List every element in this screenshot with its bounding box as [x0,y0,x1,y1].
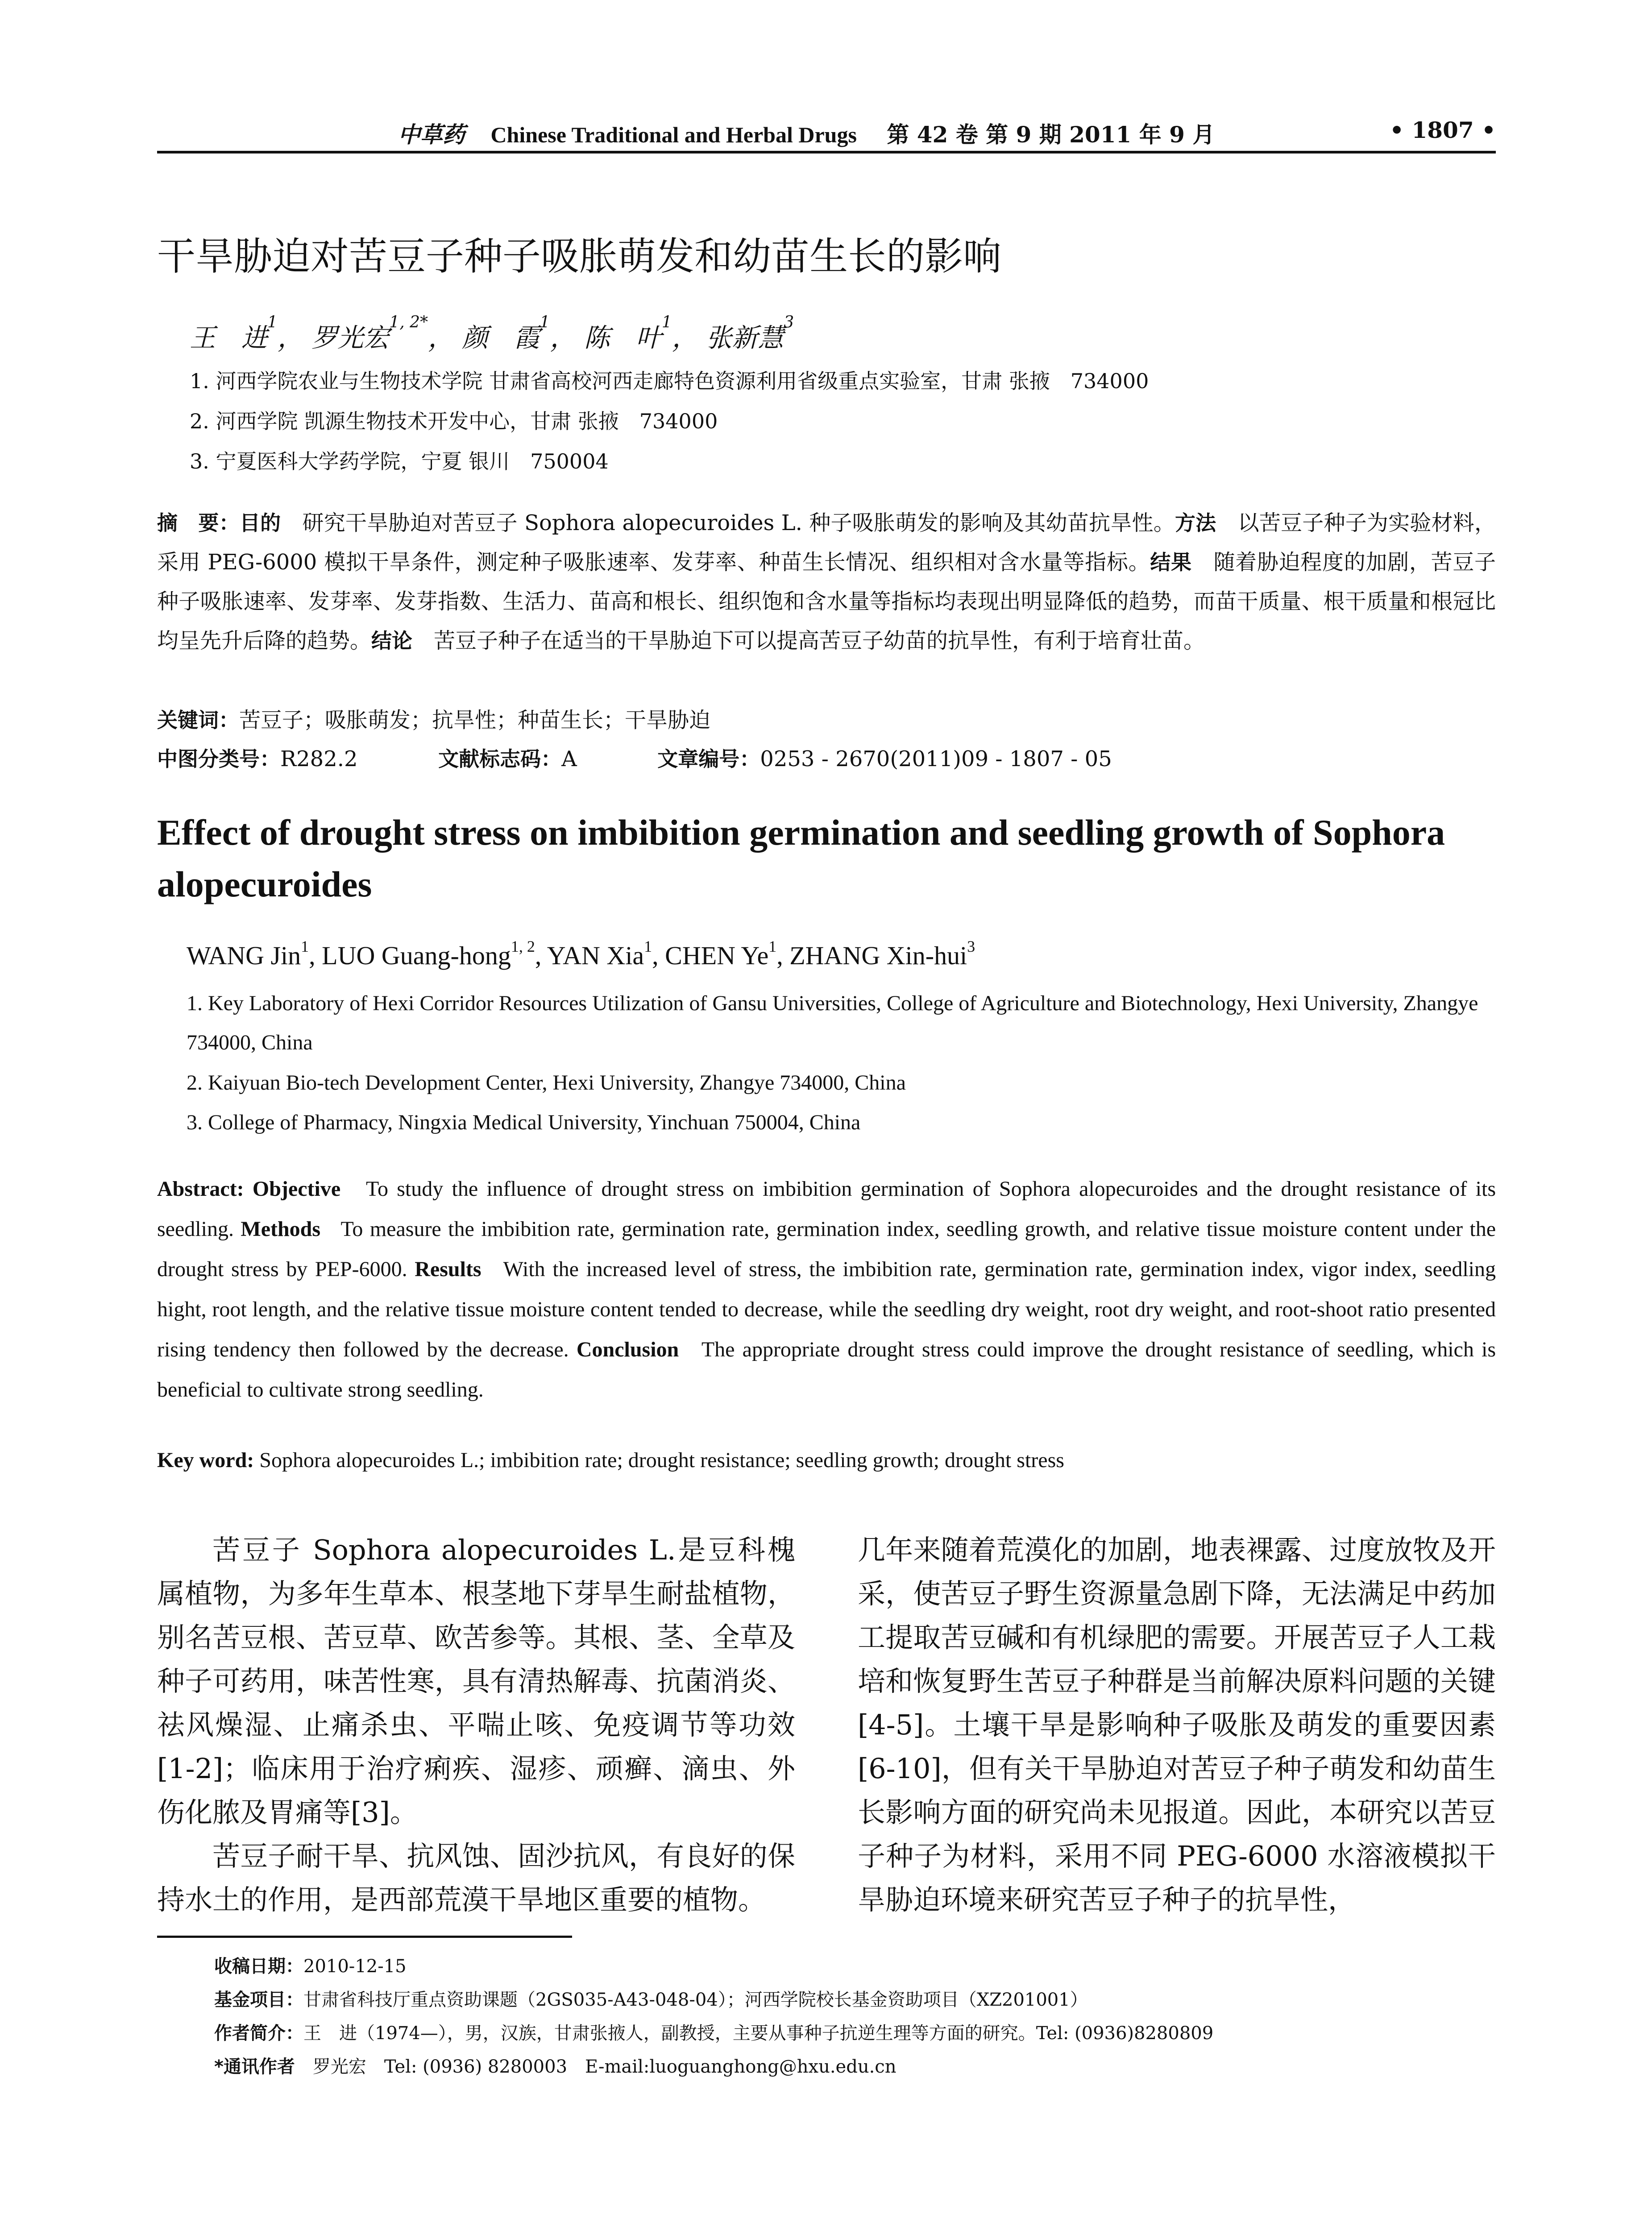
methods-cn: 以苦豆子种子为实验材料，采用 PEG-6000 模拟干旱条件，测定种子吸胀速率、发芽率、种苗生长情况、组织相对含水量等指标。 [157,510,1496,575]
author-sup: 1 [661,313,672,332]
methods-en: To measure the imbibition rate, germination rate, germination index, seedling growth, and relative tissue moisture content under the drought stress by PEP-6000. [157,1217,1496,1281]
title-en [157,807,1496,910]
objective-cn: 研究干旱胁迫对苦豆子 Sophora alopecuroides L. 种子吸胀萌发的影响及其幼苗抗旱性。 [302,510,1175,535]
page-number: • 1807 • [1390,117,1496,143]
author-cn: 罗光宏 [311,323,390,353]
classification-line [157,743,1112,772]
author-cn: 王 进 [190,323,268,353]
objective-cn-label: 目的 [239,511,281,535]
clc-value: R282.2 [280,746,358,771]
keywords-cn-text: 苦豆子；吸胀萌发；抗旱性；种苗生长；干旱胁迫 [239,708,711,733]
results-en-label: Results [415,1257,481,1281]
article-no-value: 0253 - 2670(2011)09 - 1807 - 05 [760,746,1112,771]
footnote-fund [214,1986,1088,2011]
abstract-cn-label: 摘 要： [157,511,240,535]
issue-info: 第 42 卷 第 9 期 2011 年 9 月 [887,121,1215,148]
clc-label: 中图分类号： [157,747,280,771]
author-cn: 陈 叶 [584,323,662,353]
abstract-cn [157,503,1496,660]
footnote-corresponding [214,2053,896,2078]
doc-code-label: 文献标志码： [438,747,562,771]
body-column-left [157,1528,795,1922]
objective-en: To study the influence of drought stress on imbibition germination of Sophora alopecuroides and the drought resistance of its seedling. [157,1177,1496,1241]
affiliation-en-1: 1. Key Laboratory of Hexi Corridor Resources Utilization of Gansu Universities, College of Agriculture and Biotechnology, Hexi University, Zhangye 734000, China [187,991,1478,1054]
author-sup: 1 [301,937,309,955]
affiliation-en-3: 3. College of Pharmacy, Ningxia Medical University, Yinchuan 750004, China [187,1111,861,1134]
author-sup: 3 [784,313,794,332]
author-cn: 张新慧 [706,323,784,353]
footnote-rule [157,1936,572,1938]
author-sup: 1 [644,937,652,955]
conclusion-en-label: Conclusion [576,1338,679,1361]
received-label: 收稿日期： [214,1956,303,1977]
footnote-author-bio [214,2019,1213,2044]
received-date: 2010-12-15 [303,1956,407,1977]
journal-cn: 中草药 [398,121,465,148]
author-sup: 1, 2 [511,937,535,955]
title-cn: 干旱胁迫对苦豆子种子吸胀萌发和幼苗生长的影响 [157,234,1001,279]
keywords-en-text: Sophora alopecuroides L.; imbibition rate; drought resistance; seedling growth; drought stress [259,1448,1064,1472]
keywords-en [157,1448,1064,1472]
authors-cn: 王 进$^1$， 罗光宏$^{1, 2*}$， 颜 霞$^1$， 陈 叶$^1$， 张新慧$^3$ [190,313,794,353]
author-cn: 颜 霞 [462,323,540,353]
affiliation-cn-3: 3. 宁夏医科大学药学院，宁夏 银川 750004 [190,449,609,473]
body-column-right [858,1528,1496,1922]
keywords-cn-label: 关键词： [157,708,239,732]
keywords-cn [157,703,710,734]
methods-cn-label: 方法 [1175,511,1216,535]
bio-text: 王 进（1974—），男，汉族，甘肃张掖人，副教授，主要从事种子抗逆生理等方面的研究。Tel: (0936)8280809 [303,2023,1214,2044]
header-rule [157,151,1496,153]
title-en-text: Effect of drought stress on imbibition germination and seedling growth of Sophora alopecuroides [157,812,1445,904]
affiliation-cn-2: 2. 河西学院 凯源生物技术开发中心，甘肃 张掖 734000 [190,409,718,433]
abstract-en-label: Abstract: [157,1177,244,1201]
author-sup: 1 [768,937,777,955]
corr-text: 罗光宏 Tel: (0936) 8280003 E-mail:luoguanghong@hxu.edu.cn [312,2057,897,2077]
body-paragraph: 几年来随着荒漠化的加剧，地表裸露、过度放牧及开采，使苦豆子野生资源量急剧下降，无法满足中药加工提取苦豆碱和有机绿肥的需要。开展苦豆子人工栽培和恢复野生苦豆子种群是当前解决原料问题的关键[4-5]。土壤干旱是影响种子吸胀及萌发的重要因素[6-10]，但有关干旱胁迫对苦豆子种子萌发和幼苗生长影响方面的研究尚未见报道。因此，本研究以苦豆子种子为材料，采用不同 PEG-6000 水溶液模拟干旱胁迫环境来研究苦豆子种子的抗旱性， [858,1534,1496,1916]
fund-text: 甘肃省科技厅重点资助课题（2GS035-A43-048-04）；河西学院校长基金资助项目（XZ201001） [303,1990,1088,2010]
author-en: CHEN Ye [665,941,769,970]
conclusion-en: The appropriate drought stress could improve the drought resistance of seedling, which is beneficial to cultivate strong seedling. [157,1338,1496,1402]
author-en: LUO Guang-hong [322,941,511,970]
affiliation-en-2: 2. Kaiyuan Bio-tech Development Center, Hexi University, Zhangye 734000, China [187,1071,906,1095]
author-en: WANG Jin [187,941,301,970]
doc-code-value: A [561,746,577,771]
objective-en-label: Objective [252,1177,341,1201]
bio-label: 作者简介： [214,2023,303,2044]
results-cn: 随着胁迫程度的加剧，苦豆子种子吸胀速率、发芽率、发芽指数、生活力、苗高和根长、组织饱和含水量等指标均表现出明显降低的趋势，而苗干质量、根干质量和根冠比均呈先升后降的趋势。 [157,550,1496,653]
affiliation-cn-1: 1. 河西学院农业与生物技术学院 甘肃省高校河西走廊特色资源利用省级重点实验室，甘肃 张掖 734000 [190,369,1149,393]
author-sup: 1 [267,313,278,332]
body-paragraph: 苦豆子 Sophora alopecuroides L.是豆科槐属植物，为多年生草本、根茎地下芽旱生耐盐植物，别名苦豆根、苦豆草、欧苦参等。其根、茎、全草及种子可药用，味苦性寒，具有清热解毒、抗菌消炎、祛风燥湿、止痛杀虫、平喘止咳、免疫调节等功效[1-2]；临床用于治疗痢疾、湿疹、顽癣、滴虫、外伤化脓及胃痛等[3]。 [157,1534,795,1829]
author-sup: 1 [540,313,550,332]
author-sup: 1, 2* [389,313,428,332]
journal-line [398,117,1215,149]
results-en: With the increased level of stress, the imbibition rate, germination rate, germination index, vigor index, seedling hight, root length, and the relative tissue moisture content tended to decrease, while the seedling dry weight, root dry weight, and root-shoot ratio presented rising tendency then followed by the decrease. [157,1257,1496,1361]
body-paragraph: 苦豆子耐干旱、抗风蚀、固沙抗风，有良好的保持水土的作用，是西部荒漠干旱地区重要的植物。 [157,1840,795,1916]
results-cn-label: 结果 [1150,550,1192,574]
keywords-en-label: Key word: [157,1448,254,1472]
running-header [157,117,1496,153]
author-en: YAN Xia [547,941,644,970]
corr-label: *通讯作者 [214,2057,295,2077]
authors-en: WANG Jin$^1$, LUO Guang-hong$^{1, 2}$, YAN Xia$^1$, CHEN Ye$^1$, ZHANG Xin-hui$^3$ [187,937,975,970]
conclusion-cn-label: 结论 [371,629,413,653]
methods-en-label: Methods [241,1217,321,1241]
journal-en: Chinese Traditional and Herbal Drugs [490,122,857,147]
fund-label: 基金项目： [214,1990,303,2010]
footnote-received [214,1952,407,1978]
article-no-label: 文章编号： [657,747,760,771]
abstract-en [157,1169,1496,1410]
conclusion-cn: 苦豆子种子在适当的干旱胁迫下可以提高苦豆子幼苗的抗旱性，有利于培育壮苗。 [434,628,1205,653]
author-sup: 3 [967,937,975,955]
author-en: ZHANG Xin-hui [789,941,967,970]
